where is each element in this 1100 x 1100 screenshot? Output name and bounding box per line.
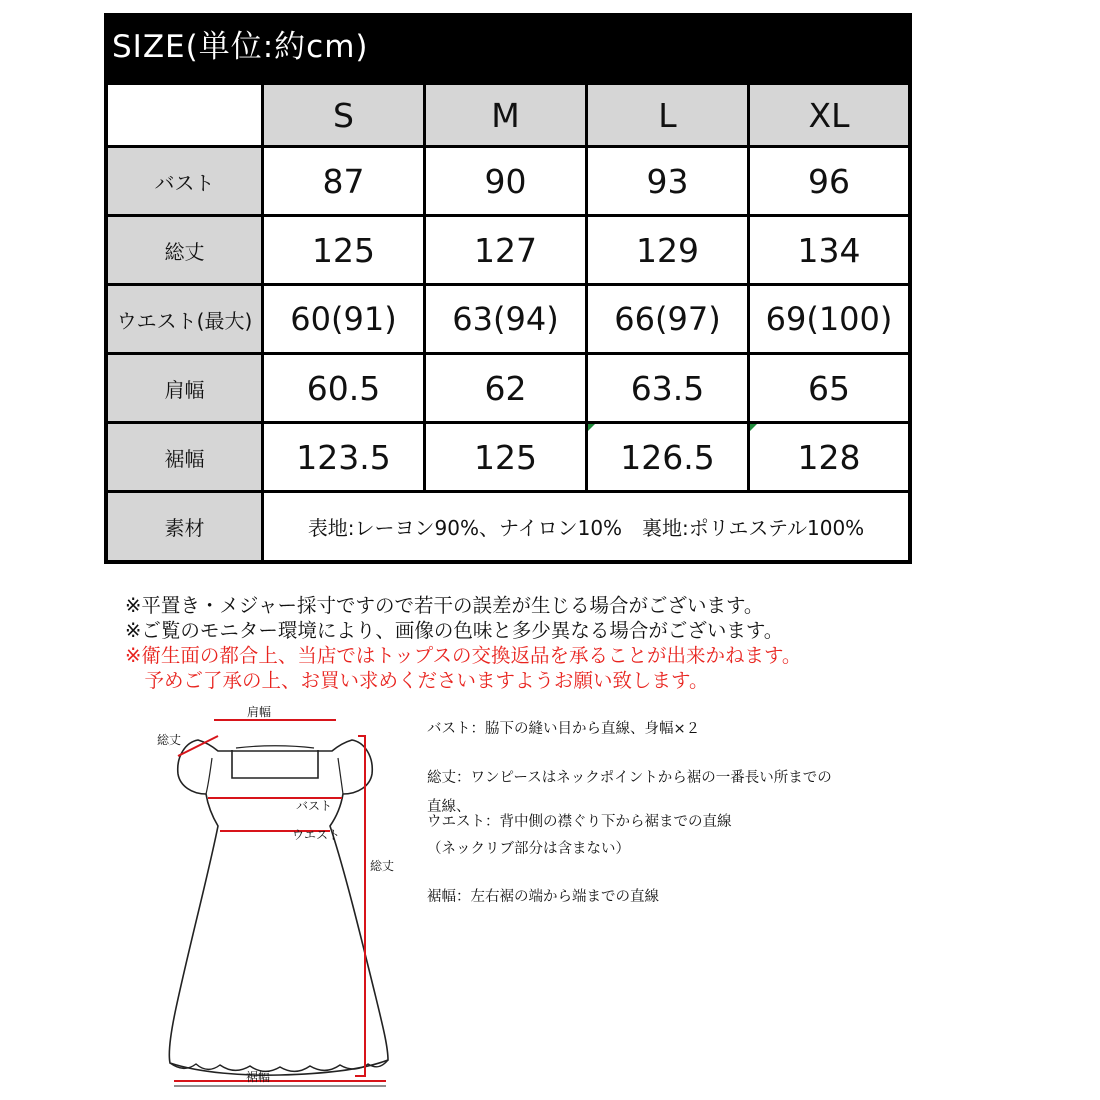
length-xl: 134 — [750, 217, 908, 283]
guide-waist-note: （ネックリブ部分は含まない） — [427, 841, 630, 857]
hem-l: 126.5 — [588, 424, 747, 490]
length-m: 127 — [426, 217, 585, 283]
dress-neck-back — [236, 746, 314, 748]
table-title: SIZE(単位:約cm) — [112, 29, 369, 65]
diagram-label-bust: バスト — [296, 799, 333, 813]
guide-bust: バスト：脇下の縫い目から直線、身幅×２ — [427, 721, 701, 737]
note-hygiene-continued: 予めご了承の上、お買い求めくださいますようお願い致します。 — [125, 669, 709, 692]
guide-hem: 裾幅：左右裾の端から端までの直線 — [427, 889, 659, 905]
size-header-xl: XL — [750, 85, 908, 145]
dress-illustration — [150, 698, 410, 1090]
shoulder-m: 62 — [426, 355, 585, 421]
cell-corner-mark — [588, 424, 595, 431]
note-measurement: ※平置き・メジャー採寸ですので若干の誤差が生じる場合がございます。 — [125, 594, 764, 617]
diagram-label-shoulder: 肩幅 — [247, 705, 272, 719]
diagram-label-length-top: 総丈 — [157, 733, 182, 747]
size-header-s: S — [264, 85, 423, 145]
note-hygiene: ※衛生面の都合上、当店ではトップスの交換返品を承ることが出来かねます。 — [125, 644, 802, 667]
row-label-material: 素材 — [108, 493, 261, 560]
guide-length-continued: 直線、 — [427, 799, 471, 815]
bust-m: 90 — [426, 148, 585, 214]
size-table — [104, 13, 912, 564]
row-label-hem: 裾幅 — [108, 424, 261, 490]
waist-s: 60(91) — [264, 286, 423, 352]
shoulder-l: 63.5 — [588, 355, 747, 421]
row-label-bust: バスト — [108, 148, 261, 214]
dress-measurement-diagram — [150, 698, 410, 1090]
size-header-m: M — [426, 85, 585, 145]
size-header-l: L — [588, 85, 747, 145]
waist-m: 63(94) — [426, 286, 585, 352]
cell-corner-mark — [750, 424, 757, 431]
dress-outline — [169, 740, 388, 1075]
note-monitor: ※ご覧のモニター環境により、画像の色味と多少異なる場合がございます。 — [125, 619, 784, 642]
hem-m: 125 — [426, 424, 585, 490]
shoulder-xl: 65 — [750, 355, 908, 421]
hem-s: 123.5 — [264, 424, 423, 490]
header-corner-cell — [108, 85, 261, 145]
row-label-length: 総丈 — [108, 217, 261, 283]
row-label-shoulder: 肩幅 — [108, 355, 261, 421]
length-s: 125 — [264, 217, 423, 283]
diagram-label-hem: 裾幅 — [246, 1070, 271, 1084]
waist-l: 66(97) — [588, 286, 747, 352]
guide-length: 総丈：ワンピースはネックポイントから裾の一番長い所までの — [427, 770, 832, 786]
waist-xl: 69(100) — [750, 286, 908, 352]
bust-l: 93 — [588, 148, 747, 214]
hem-xl: 128 — [750, 424, 908, 490]
material-value: 表地:レーヨン90%、ナイロン10% 裏地:ポリエステル100% — [264, 493, 908, 560]
guide-waist: ウエスト：背中側の襟ぐり下から裾までの直線 — [427, 814, 732, 830]
length-l: 129 — [588, 217, 747, 283]
shoulder-s: 60.5 — [264, 355, 423, 421]
row-label-waist: ウエスト(最大) — [108, 286, 261, 352]
diagram-label-length-side: 総丈 — [370, 859, 395, 873]
diagram-label-waist: ウエスト — [292, 828, 341, 842]
bust-xl: 96 — [750, 148, 908, 214]
bust-s: 87 — [264, 148, 423, 214]
